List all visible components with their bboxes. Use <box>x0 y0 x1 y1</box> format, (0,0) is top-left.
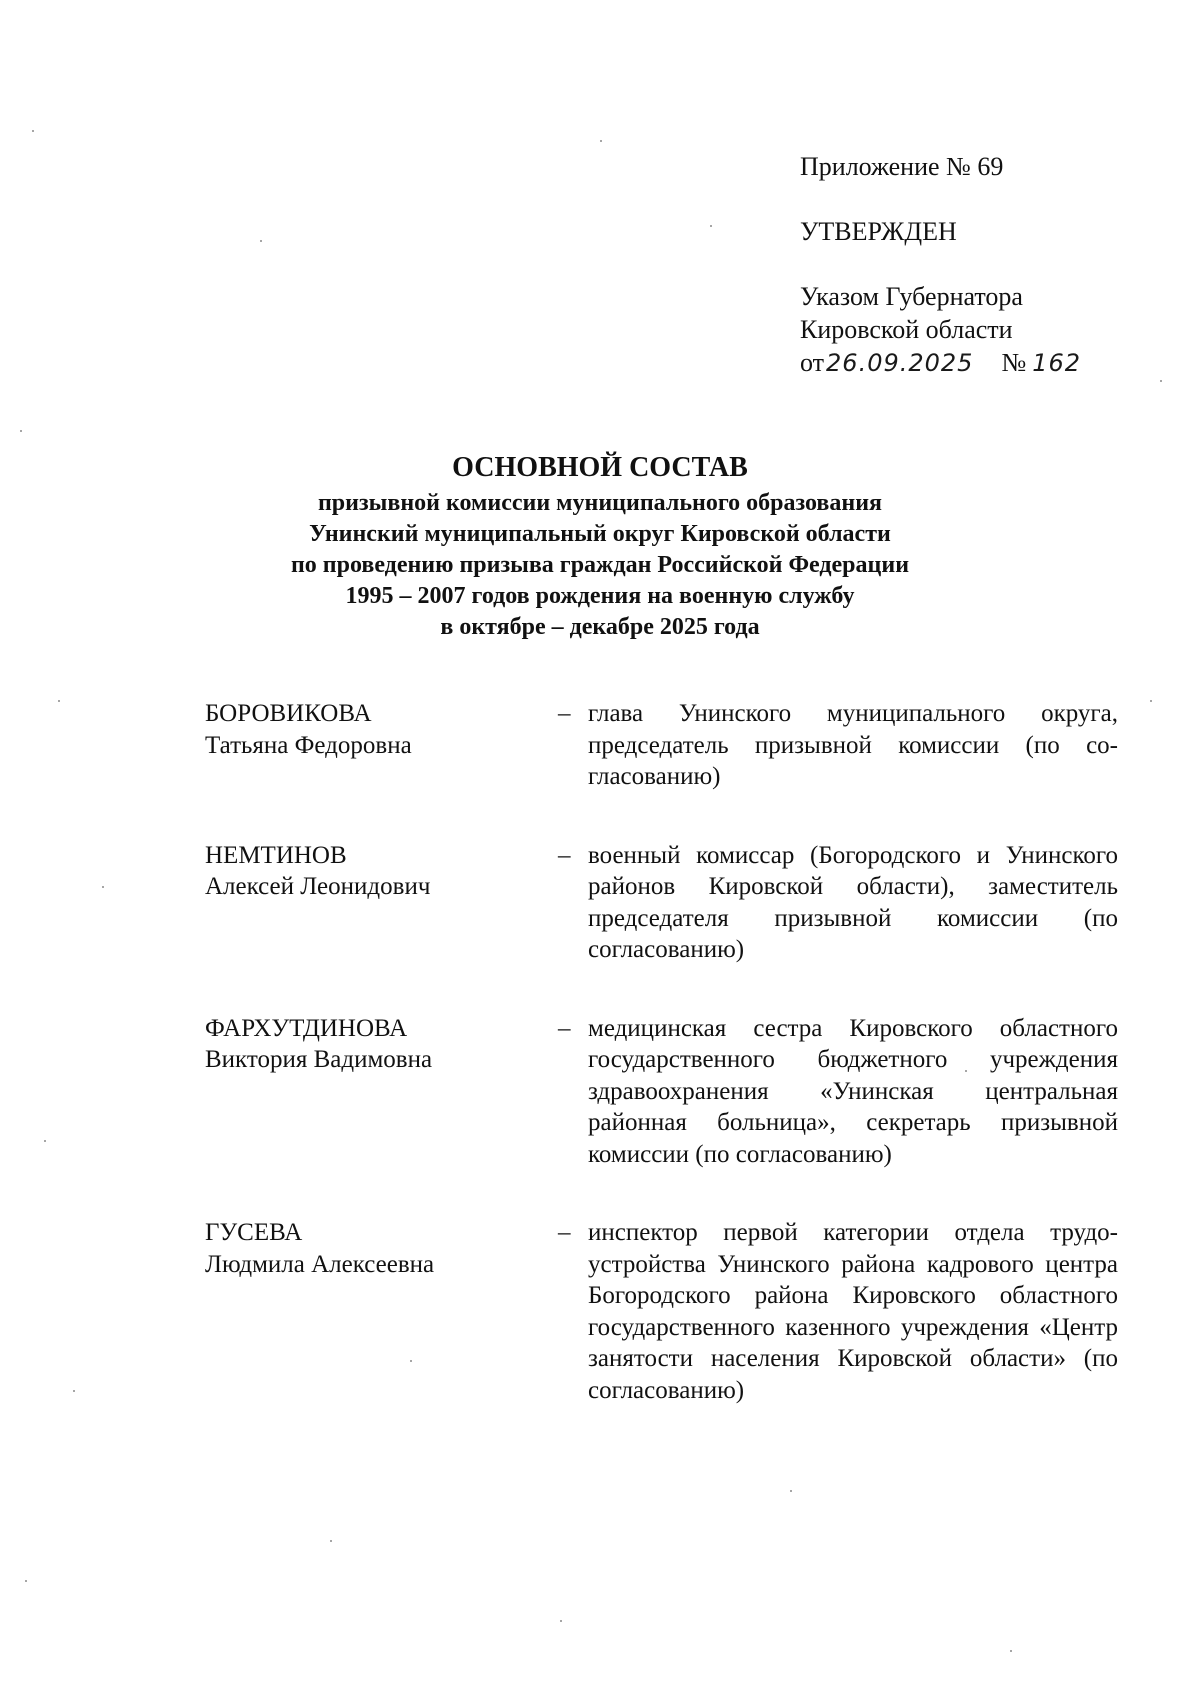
approval-stamp-text: УТВЕРЖДЕН <box>800 217 957 246</box>
scan-speck <box>710 225 712 227</box>
approval-authority-line1: Указом Губернатора <box>800 282 1023 311</box>
title-line: Унинский муниципальный округ Кировской области <box>309 521 891 547</box>
member-name <box>205 840 555 966</box>
member-role: глава Унинского муниципального округа, председатель призывной комиссии (по согласованию) <box>588 700 1118 790</box>
list-item <box>205 1217 1120 1406</box>
date-prefix: от <box>800 348 825 377</box>
title-line: по проведению призыва граждан Российской Федерации <box>290 552 910 578</box>
list-item <box>205 1013 1120 1171</box>
member-given-name: Татьяна Федоровна <box>205 731 412 759</box>
member-surname: БОРОВИКОВА <box>205 700 372 727</box>
title-main: ОСНОВНОЙ СОСТАВ <box>452 452 748 483</box>
annex-number: Приложение № 69 <box>800 152 1004 181</box>
approval-block <box>800 150 1180 380</box>
member-given-name: Людмила Алексеевна <box>205 1250 435 1278</box>
handwritten-number: 162 <box>1032 349 1082 377</box>
member-name <box>205 1013 555 1171</box>
scan-speck <box>260 240 262 242</box>
scan-speck <box>600 140 602 142</box>
approval-date-line <box>800 346 1180 380</box>
scan-speck <box>1160 380 1162 382</box>
scan-speck <box>790 1490 792 1492</box>
handwritten-date: 26.09.2025 <box>826 349 974 377</box>
scan-speck <box>73 1390 75 1392</box>
number-prefix: № <box>1001 348 1027 377</box>
title-line: в октябре – декабре 2025 года <box>440 614 760 640</box>
scan-speck <box>102 886 104 888</box>
scan-speck <box>44 1140 46 1142</box>
list-item <box>205 698 1120 793</box>
scan-speck <box>560 1620 562 1622</box>
title-line: призывной комиссии муниципального образования <box>317 490 883 516</box>
list-item <box>205 840 1120 966</box>
title-line: 1995 – 2007 годов рождения на военную службу <box>345 583 855 609</box>
scan-speck <box>1150 700 1152 702</box>
member-role: инспектор первой категории отдела трудоустройства Унинского района кадрового центра Богородского района Кировского областного государственного казенного учреждения «Центр занятости населения Кировской области» (по согласованию) <box>588 1219 1118 1404</box>
scan-speck <box>25 1580 27 1582</box>
member-surname: НЕМТИНОВ <box>205 841 347 869</box>
member-surname: ГУСЕВА <box>205 1219 303 1246</box>
member-name <box>205 698 555 793</box>
member-dash: – <box>558 841 571 869</box>
scan-speck <box>330 1540 332 1542</box>
member-given-name: Виктория Вадимовна <box>205 1046 433 1073</box>
member-role: медицинская сестра Кировского областного государственного бюджетного учреждения здравоохранения «Унинская центральная районная больница», секретарь призывной комиссии (по согласованию) <box>588 1014 1118 1168</box>
member-dash: – <box>558 1014 571 1042</box>
scan-speck <box>58 700 60 702</box>
scan-speck <box>20 430 22 432</box>
member-surname: ФАРХУТДИНОВА <box>205 1014 408 1042</box>
members-list <box>205 698 1120 1453</box>
document-title <box>160 450 1040 643</box>
member-dash: – <box>558 700 571 727</box>
member-name <box>205 1217 555 1406</box>
member-given-name: Алексей Леонидович <box>205 873 431 900</box>
member-role: военный комиссар (Богородского и Унинского районов Кировской области), заместитель председателя призывной комиссии (по согласованию) <box>588 841 1118 963</box>
scan-speck <box>1010 1650 1012 1652</box>
scan-speck <box>32 130 34 132</box>
approval-authority-line2: Кировской области <box>800 315 1013 344</box>
member-dash: – <box>558 1219 571 1246</box>
